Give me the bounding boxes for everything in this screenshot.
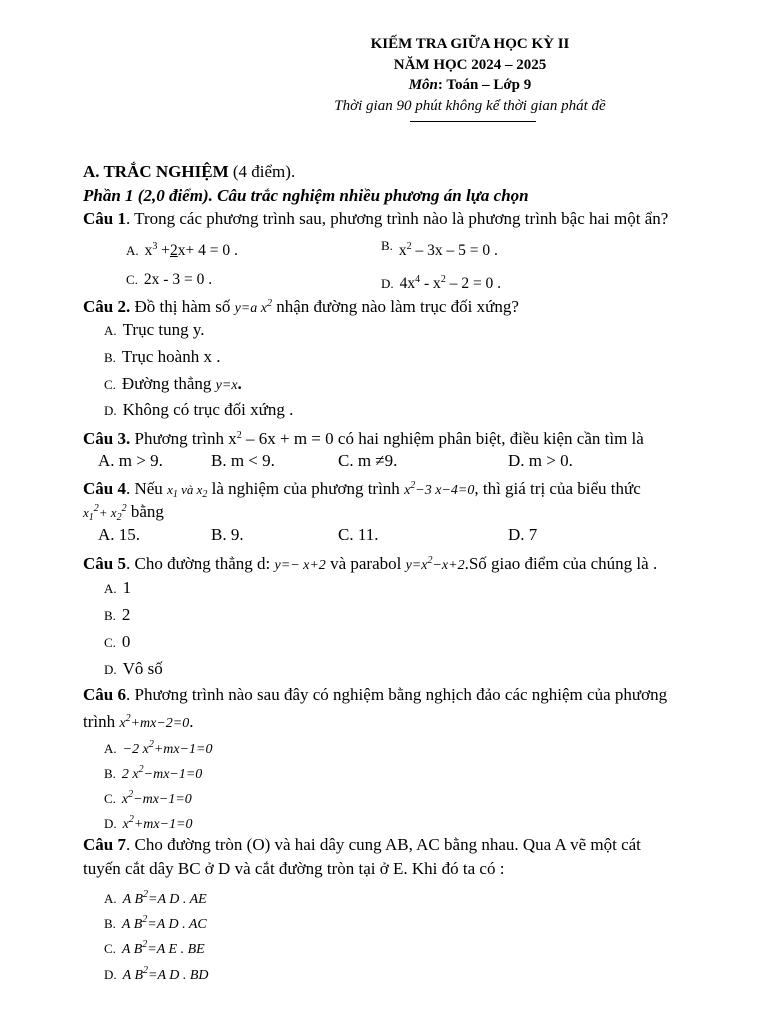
q4-option-a: A. 15. [98,525,141,544]
q4-option-c: C. 11. [338,525,379,544]
q7-option-c: C. A $B^2=A$ E . BE [104,939,205,957]
q6-option-d: D. $x^2+mx-1=0$ [104,814,193,832]
q7-option-b: B. A $B^2=A$ D . AC [104,914,207,932]
question-6-cont: trình $x^2+mx-2=0$. [83,712,194,731]
q3-option-a: A. m > 9. [98,451,163,470]
q5-option-a: A. 1 [104,578,132,597]
q2-option-c: C. Đường thẳng y=x. [104,374,242,393]
q2-option-d: D. Không có trục đối xứng . [104,400,294,419]
question-7: Câu 7. Cho đường tròn (O) và hai dây cung AB, AC bằng nhau. Qua A vẽ một cát [83,835,641,854]
header-rule [410,121,536,122]
q3-option-d: D. m > 0. [508,451,573,470]
q6-option-b: B. 2 $x^2-mx-1=0$ [104,764,203,782]
q4-option-d: D. 7 [508,525,538,544]
q1-option-c: C. 2x - 3 = 0 . [126,271,213,288]
exam-title: KIẾM TRA GIỮA HỌC KỲ II [370,36,570,52]
q5-option-b: B. 2 [104,605,131,624]
q7-option-a: A. A $B^2=A$ D . AE [104,889,207,907]
q1-option-b: $^{B.}$ $x^2 - 3x - 5 = 0$ . [381,238,498,259]
q6-option-a: A. −2 $x^2+mx-1=0$ [104,739,213,757]
question-7-cont: tuyến cắt dây BC ở D và cắt đường tròn tại ở E. Khi đó ta có : [83,859,505,878]
q5-option-d: D. Vô số [104,659,163,678]
question-4: Câu 4. Nếu $x_1$ và $x_2$ là nghiệm của phương trình $x^2-3$ x−4=0, thì giá trị của biểu thức [83,479,641,500]
q1-option-d: D. $4x^4 - x^2 - 2 = 0$ . [381,274,502,292]
part-heading: Phần 1 (2,0 điểm). Câu trắc nghiệm nhiều phương án lựa chọn [83,186,529,205]
q3-option-b: B. m < 9. [211,451,275,470]
q4-option-b: B. 9. [211,525,244,544]
question-2: Câu 2. Đồ thị hàm số y=a $x^2$ nhận đường nào làm trục đối xứng? [83,297,519,316]
q5-option-c: C. 0 [104,632,131,651]
question-3: Câu 3. Phương trình $x^2 - 6x + m = 0$ có hai nghiệm phân biệt, điều kiện cần tìm là [83,429,644,448]
q1-option-a: A. $x^3 +2x+ 4 = 0$ . [126,241,238,259]
q6-option-c: C. $x^2-mx-1=0$ [104,789,192,807]
question-6: Câu 6. Phương trình nào sau đây có nghiệm bằng nghịch đảo các nghiệm của phương [83,685,668,704]
subject-line: Môn: Toán – Lớp 9 [408,77,532,93]
q3-option-c: C. m ≠9. [338,451,398,470]
question-1: Câu 1. Trong các phương trình sau, phương trình nào là phương trình bậc hai một ẩn? [83,209,669,228]
time-note: Thời gian 90 phút không kể thời gian phát đề [334,98,606,114]
q7-option-d: D. A $B^2=A$ D . BD [104,965,209,983]
q2-option-a: A. Trục tung y. [104,320,205,339]
section-heading: A. TRẮC NGHIỆM (4 điểm). [83,162,296,181]
question-4-cont: $x_1^2+ x_2^2$ bằng [83,502,164,523]
school-year: NĂM HỌC 2024 – 2025 [393,57,547,73]
q2-option-b: B. Trục hoành x . [104,347,221,366]
question-5: Câu 5. Cho đường thẳng d: y=− x+2 và parabol $y=x^2-x+2.Số$ giao điểm của chúng là . [83,554,658,573]
